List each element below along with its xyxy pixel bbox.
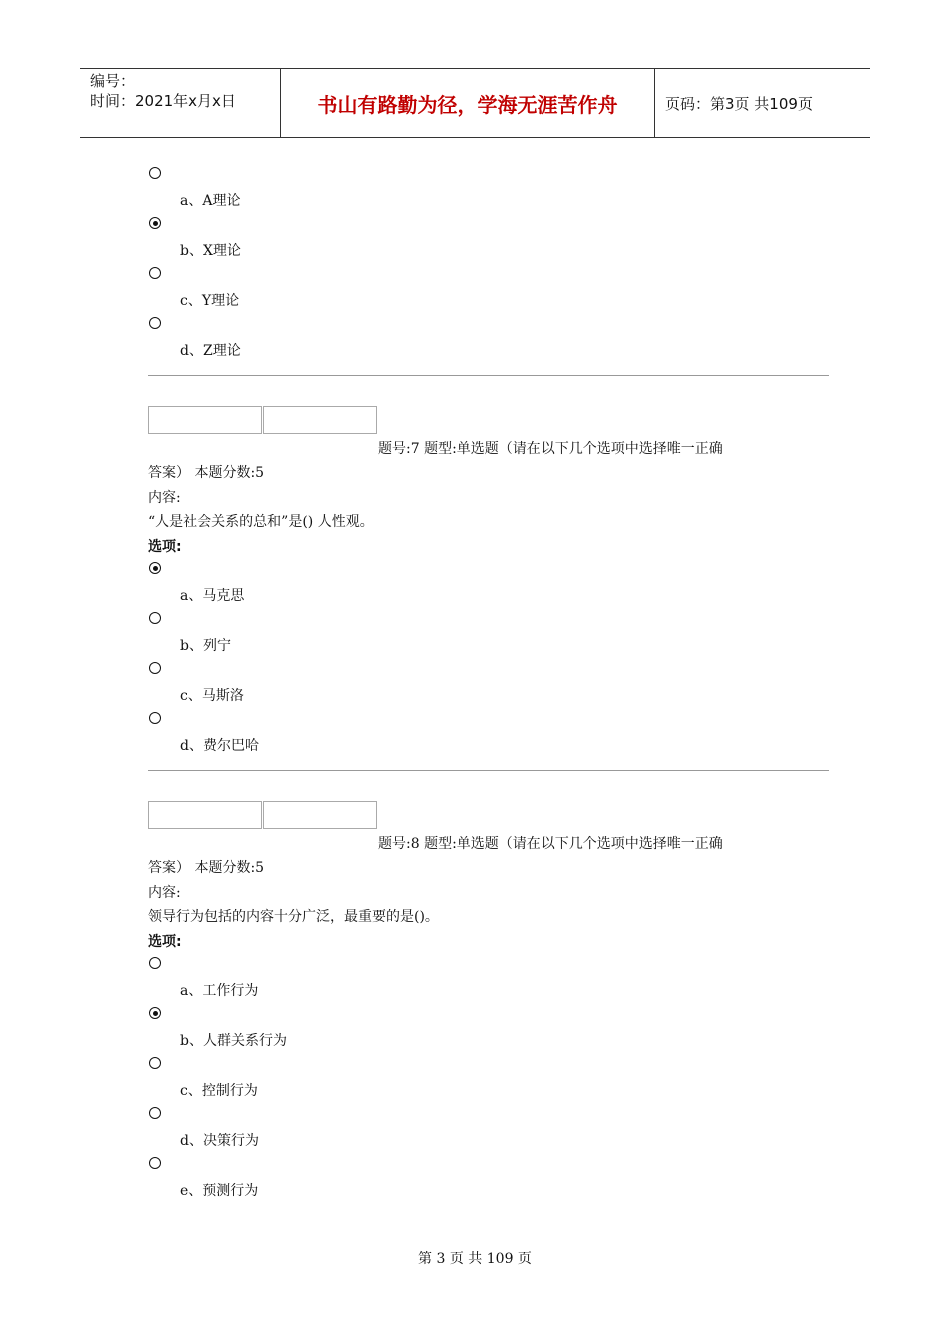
q7-option-a: a、马克思 [180, 588, 245, 604]
q7-content: “人是社会关系的总和”是() 人性观。 [148, 514, 374, 530]
q8-option-c: c、控制行为 [180, 1083, 258, 1099]
q8-option-c-radio[interactable] [149, 1057, 161, 1069]
q8-score-box-1 [148, 801, 262, 829]
q8-option-b-radio[interactable] [149, 1007, 161, 1019]
time-label: 时间：2021年x月x日 [90, 92, 236, 110]
q6-option-c-radio[interactable] [149, 267, 161, 279]
q6-option-b-radio[interactable] [149, 217, 161, 229]
q6-option-b: b、X理论 [180, 243, 241, 259]
q7-option-c-radio[interactable] [149, 662, 161, 674]
q6-option-d: d、Z理论 [180, 343, 241, 359]
q6-option-a-radio[interactable] [149, 167, 161, 179]
q8-option-d: d、决策行为 [180, 1133, 259, 1149]
q7-option-b-radio[interactable] [149, 612, 161, 624]
q7-content-label: 内容: [148, 490, 181, 506]
page-footer: 第 3 页 共 109 页 [418, 1251, 532, 1267]
divider [148, 770, 829, 771]
q7-score-box-1 [148, 406, 262, 434]
q8-option-a: a、工作行为 [180, 983, 259, 999]
q7-score-box-2 [263, 406, 377, 434]
q6-option-a: a、A理论 [180, 193, 241, 209]
q8-meta-line2: 答案） 本题分数:5 [148, 860, 265, 876]
number-label: 编号： [90, 72, 136, 90]
q8-option-e: e、预测行为 [180, 1183, 259, 1199]
q8-options-label: 选项: [148, 934, 182, 950]
q7-option-d: d、费尔巴哈 [180, 738, 259, 754]
header-page-label: 页码：第3页 共109页 [665, 94, 813, 113]
q7-option-d-radio[interactable] [149, 712, 161, 724]
divider [148, 375, 829, 376]
q8-meta-line1: 题号:8 题型:单选题（请在以下几个选项中选择唯一正确 [378, 836, 723, 852]
page-header [80, 68, 870, 138]
q8-option-e-radio[interactable] [149, 1157, 161, 1169]
header-meta [80, 69, 281, 137]
q7-options-label: 选项: [148, 539, 182, 555]
q7-option-c: c、马斯洛 [180, 688, 244, 704]
q6-option-d-radio[interactable] [149, 317, 161, 329]
q8-content-label: 内容: [148, 885, 181, 901]
q8-score-box-2 [263, 801, 377, 829]
q7-meta-line1: 题号:7 题型:单选题（请在以下几个选项中选择唯一正确 [378, 441, 723, 457]
header-motto: 书山有路勤为径，学海无涯苦作舟 [281, 69, 655, 137]
q8-option-a-radio[interactable] [149, 957, 161, 969]
q7-meta-line2: 答案） 本题分数:5 [148, 465, 265, 481]
q8-content: 领导行为包括的内容十分广泛，最重要的是()。 [148, 909, 439, 925]
q6-option-c: c、Y理论 [180, 293, 240, 309]
q8-option-b: b、人群关系行为 [180, 1033, 287, 1049]
q7-option-a-radio[interactable] [149, 562, 161, 574]
q8-option-d-radio[interactable] [149, 1107, 161, 1119]
q7-option-b: b、列宁 [180, 638, 231, 654]
